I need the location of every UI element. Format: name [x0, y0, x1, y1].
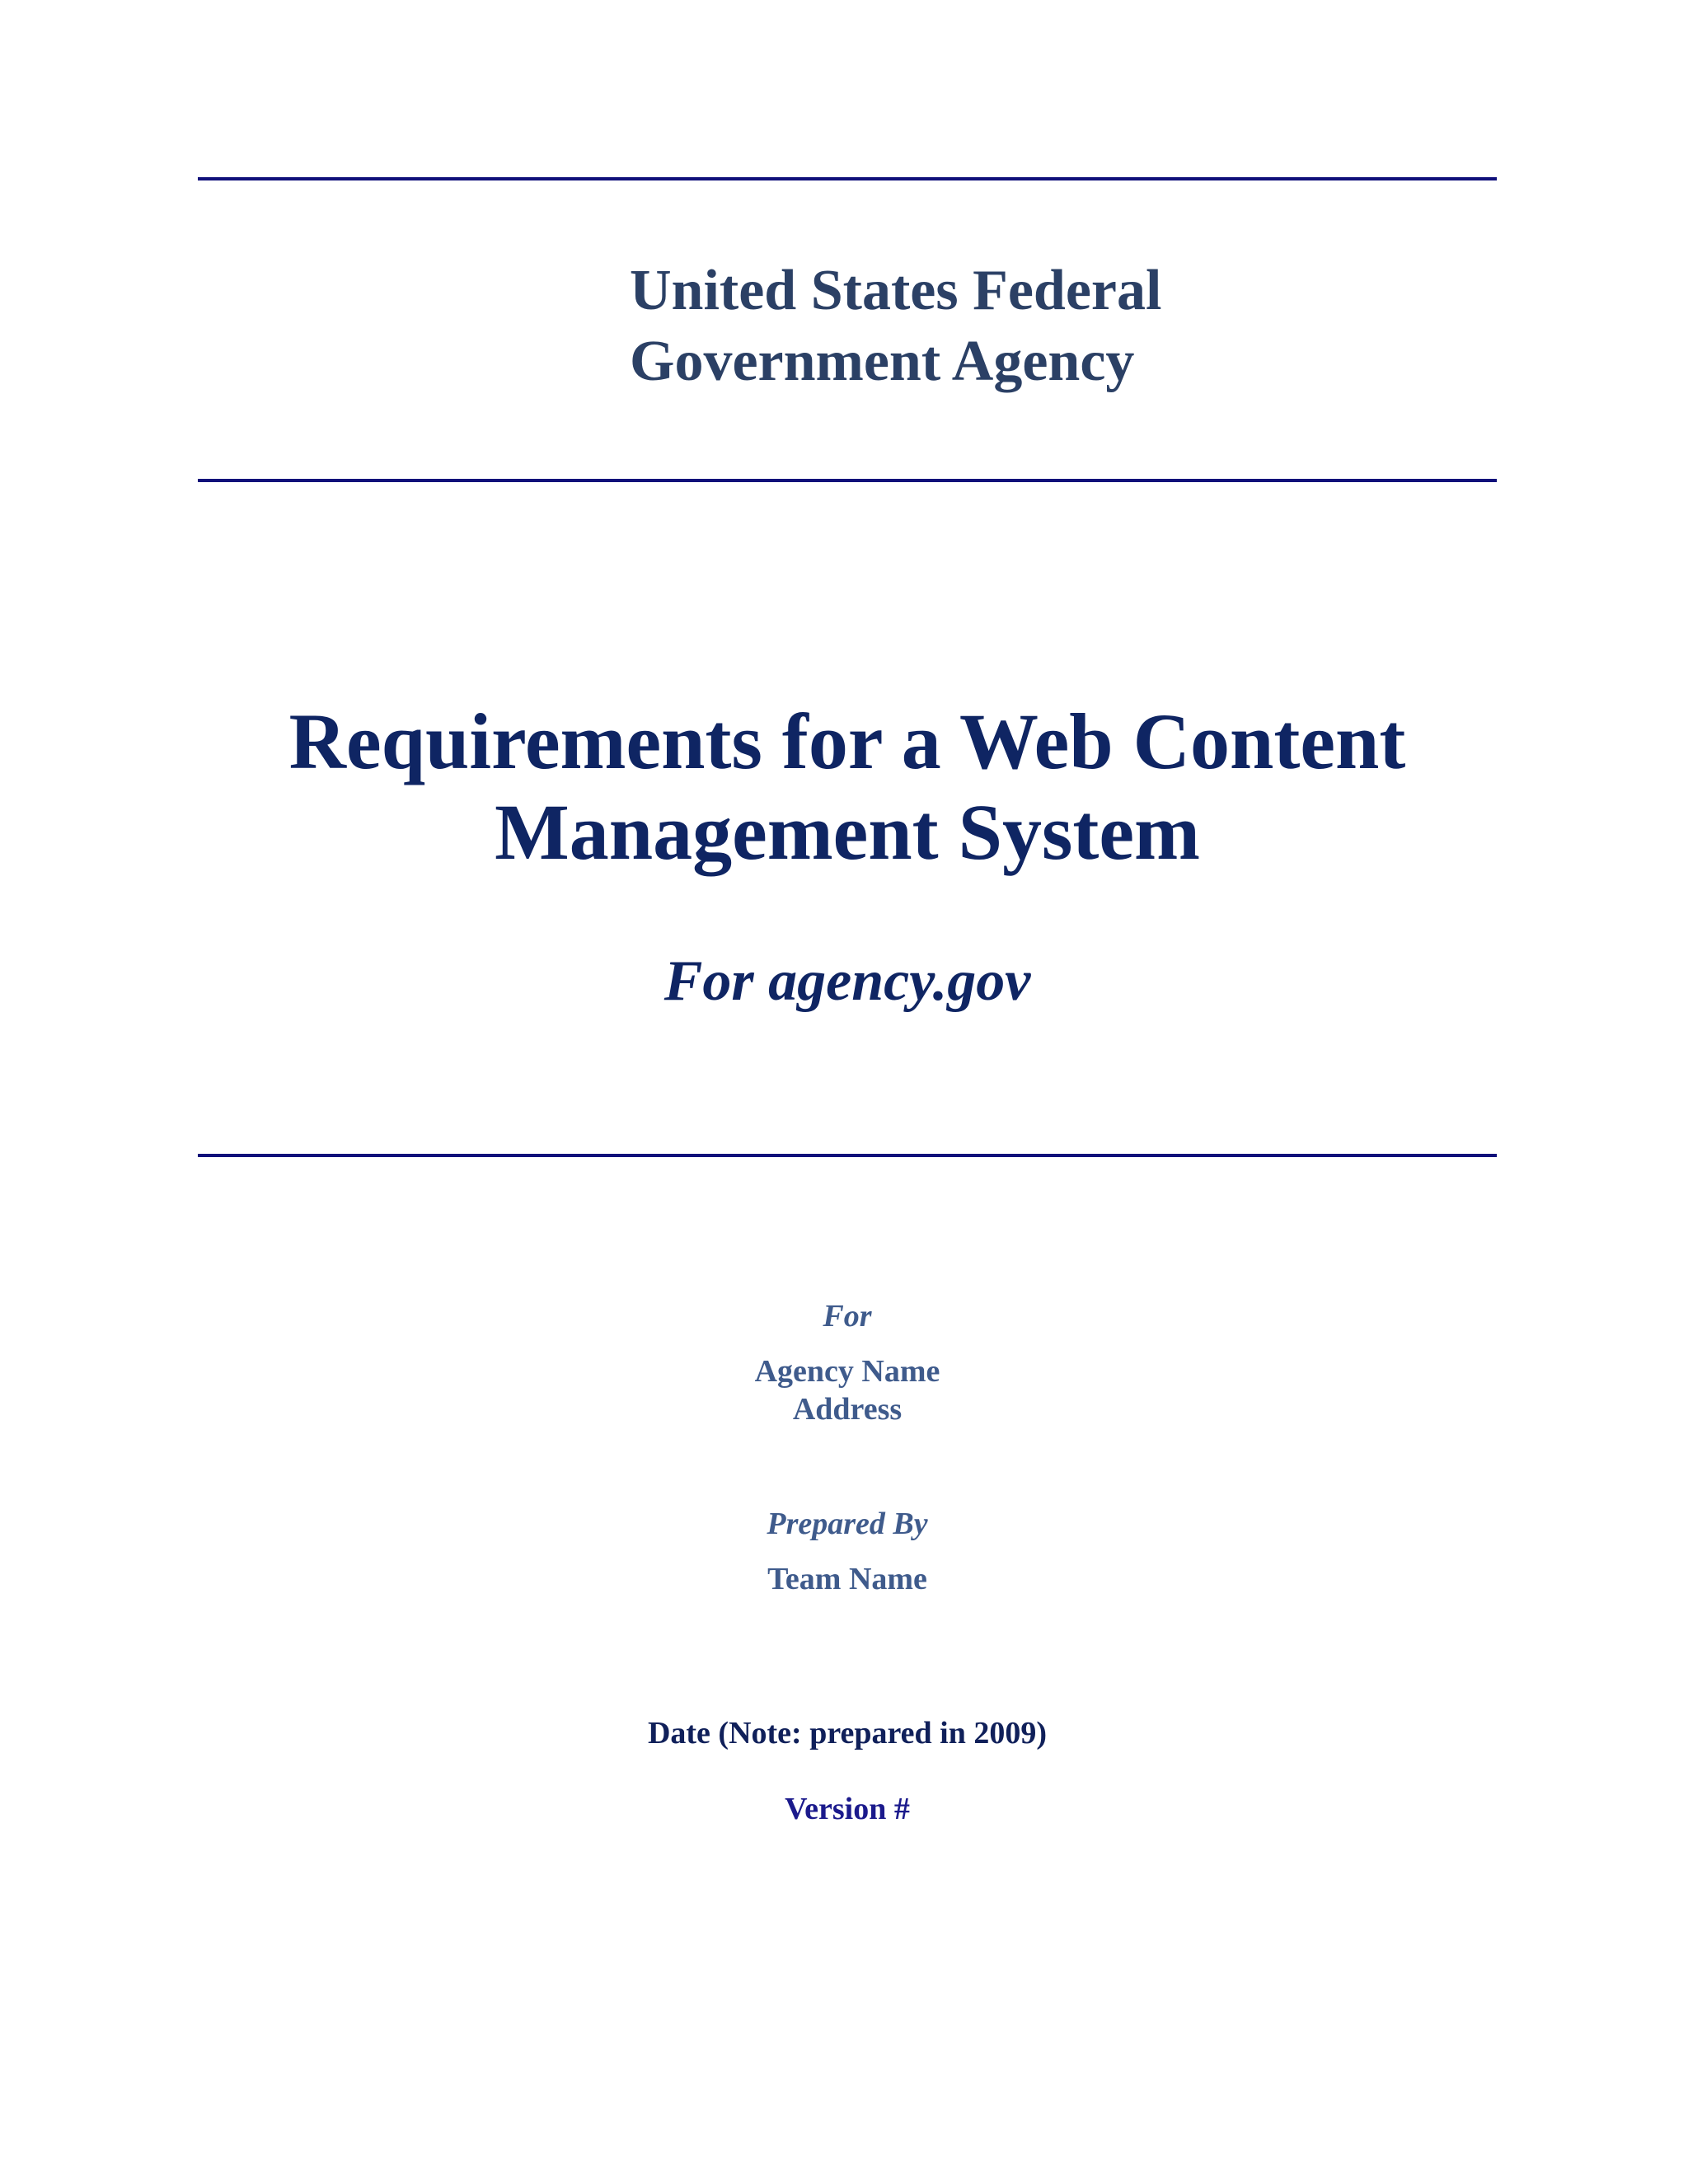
- agency-line-2: Government Agency: [630, 330, 1135, 393]
- agency-heading: [630, 255, 1372, 397]
- middle-divider: [198, 479, 1497, 482]
- prepared-by-label: Prepared By: [767, 1507, 928, 1541]
- for-label: For: [823, 1299, 872, 1333]
- agency-address: Address: [792, 1392, 903, 1427]
- document-subtitle: For agency.gov: [663, 949, 1031, 1013]
- team-name: Team Name: [767, 1562, 927, 1596]
- top-divider: [198, 177, 1497, 180]
- agency-line-1: United States Federal: [630, 259, 1162, 322]
- lower-divider: [198, 1154, 1497, 1157]
- agency-name: Agency Name: [754, 1354, 940, 1389]
- title-line-2: Management System: [495, 788, 1200, 876]
- version-line: Version #: [785, 1792, 910, 1826]
- date-line: Date (Note: prepared in 2009): [647, 1716, 1048, 1750]
- document-title: [198, 696, 1497, 878]
- title-line-1: Requirements for a Web Content: [288, 697, 1406, 785]
